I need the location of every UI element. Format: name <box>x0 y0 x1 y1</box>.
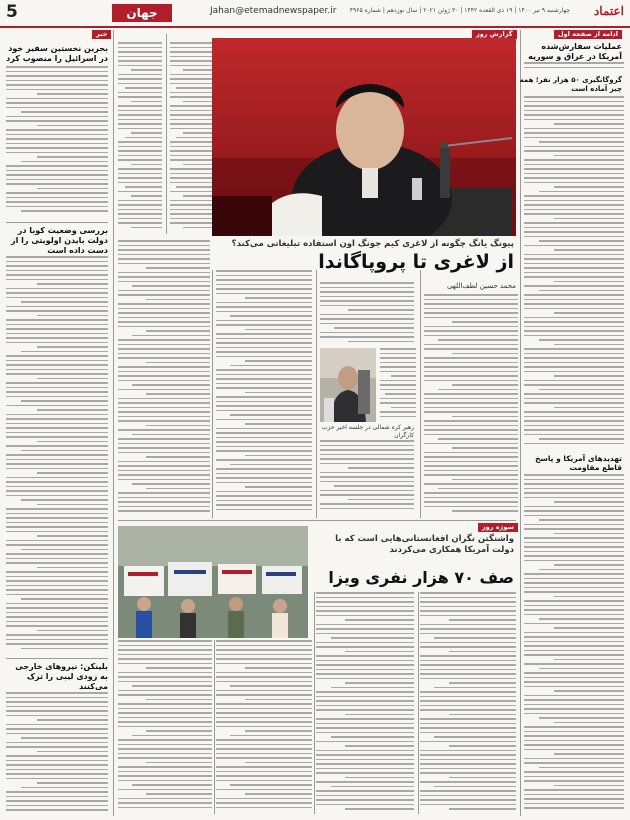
subject-of-day-label: سوژه روز <box>478 523 518 532</box>
lead-headline: از لاغری تا پروپاگاندا <box>318 251 514 273</box>
bottom-headline: صف ۷۰ هزار نفری ویزا <box>328 568 514 587</box>
column-divider <box>520 30 521 816</box>
body-text <box>320 282 414 346</box>
column-divider <box>166 34 167 234</box>
masthead <box>0 0 630 28</box>
column-divider <box>214 640 215 814</box>
section-divider <box>118 520 516 521</box>
body-text <box>170 42 212 234</box>
left-headline-1: بحرین نخستین سفیر خود در اسرائیل را منصوب کرد <box>6 44 108 63</box>
body-text <box>216 270 312 516</box>
section-email[interactable]: Jahan@etemadnewspaper.ir <box>210 6 337 16</box>
body-text <box>320 440 414 516</box>
body-text <box>424 294 518 516</box>
body-text <box>380 348 416 422</box>
lead-byline: محمد حسین لطف‌اللهی <box>446 282 516 290</box>
right-headline-1: عملیات سفارش‌شده آمریکا در عراق و سوریه <box>528 42 622 61</box>
right-headline-3: تهدیدهای آمریکا و پاسخ قاطع مقاومت <box>535 454 622 473</box>
column-divider <box>212 270 213 518</box>
news-label: خبر <box>92 30 111 39</box>
body-text <box>524 474 624 814</box>
body-text <box>524 96 624 448</box>
body-text <box>6 256 108 656</box>
body-text <box>118 240 210 516</box>
protest-photo <box>118 526 308 638</box>
right-headline-2: گروگانگیری ۵۰ هزار نفر؛ همه‌ چیز آماده است <box>519 76 622 93</box>
column-divider <box>316 270 317 518</box>
body-text <box>316 592 414 814</box>
page-number: 5 <box>6 2 18 22</box>
dateline: چهارشنبه ۹ تیر ۱۴۰۰ | ۱۹ ذی القعده ۱۴۴۲ | ۳۰ ژوئن ۲۰۲۱ | سال نوزدهم | شماره ۴۹۶۵ <box>349 7 570 14</box>
left-headline-2: بررسی وضعیت کوبا در دولت بایدن اولویتی را از دست داده است <box>11 226 108 255</box>
body-text <box>420 592 516 814</box>
daily-report-label: گزارش روز <box>472 30 517 39</box>
column-divider <box>420 270 421 518</box>
body-text <box>118 42 162 234</box>
body-text <box>118 640 212 814</box>
kim-jong-un-photo <box>212 38 516 236</box>
left-headline-3: بلینکن: نیروهای خارجی به زودی لیبی را ترک می‌کنند <box>15 662 108 691</box>
inset-photo <box>320 348 376 422</box>
inset-caption: رهبر کره شمالی در جلسه اخیر حزب کارگران <box>321 424 414 439</box>
column-divider <box>418 592 419 814</box>
left-divider <box>6 222 108 223</box>
column-divider <box>113 30 114 816</box>
body-text <box>6 692 108 814</box>
body-text <box>216 640 312 814</box>
body-text <box>6 66 108 218</box>
continued-label: ادامه از صفحه اول <box>554 30 622 39</box>
column-divider <box>314 592 315 814</box>
lead-kicker: پیونگ یانگ چگونه از لاغری کیم جونگ اون استفاده تبلیغاتی می‌کند؟ <box>231 239 514 249</box>
bottom-kicker: واشنگتن نگران افغانستانی‌هایی است که با دولت آمریکا همکاری می‌کردند <box>335 534 514 555</box>
newspaper-logo: اعتماد <box>593 4 624 18</box>
left-divider <box>6 658 108 659</box>
body-text <box>524 62 624 72</box>
section-badge: جهان <box>112 4 172 22</box>
